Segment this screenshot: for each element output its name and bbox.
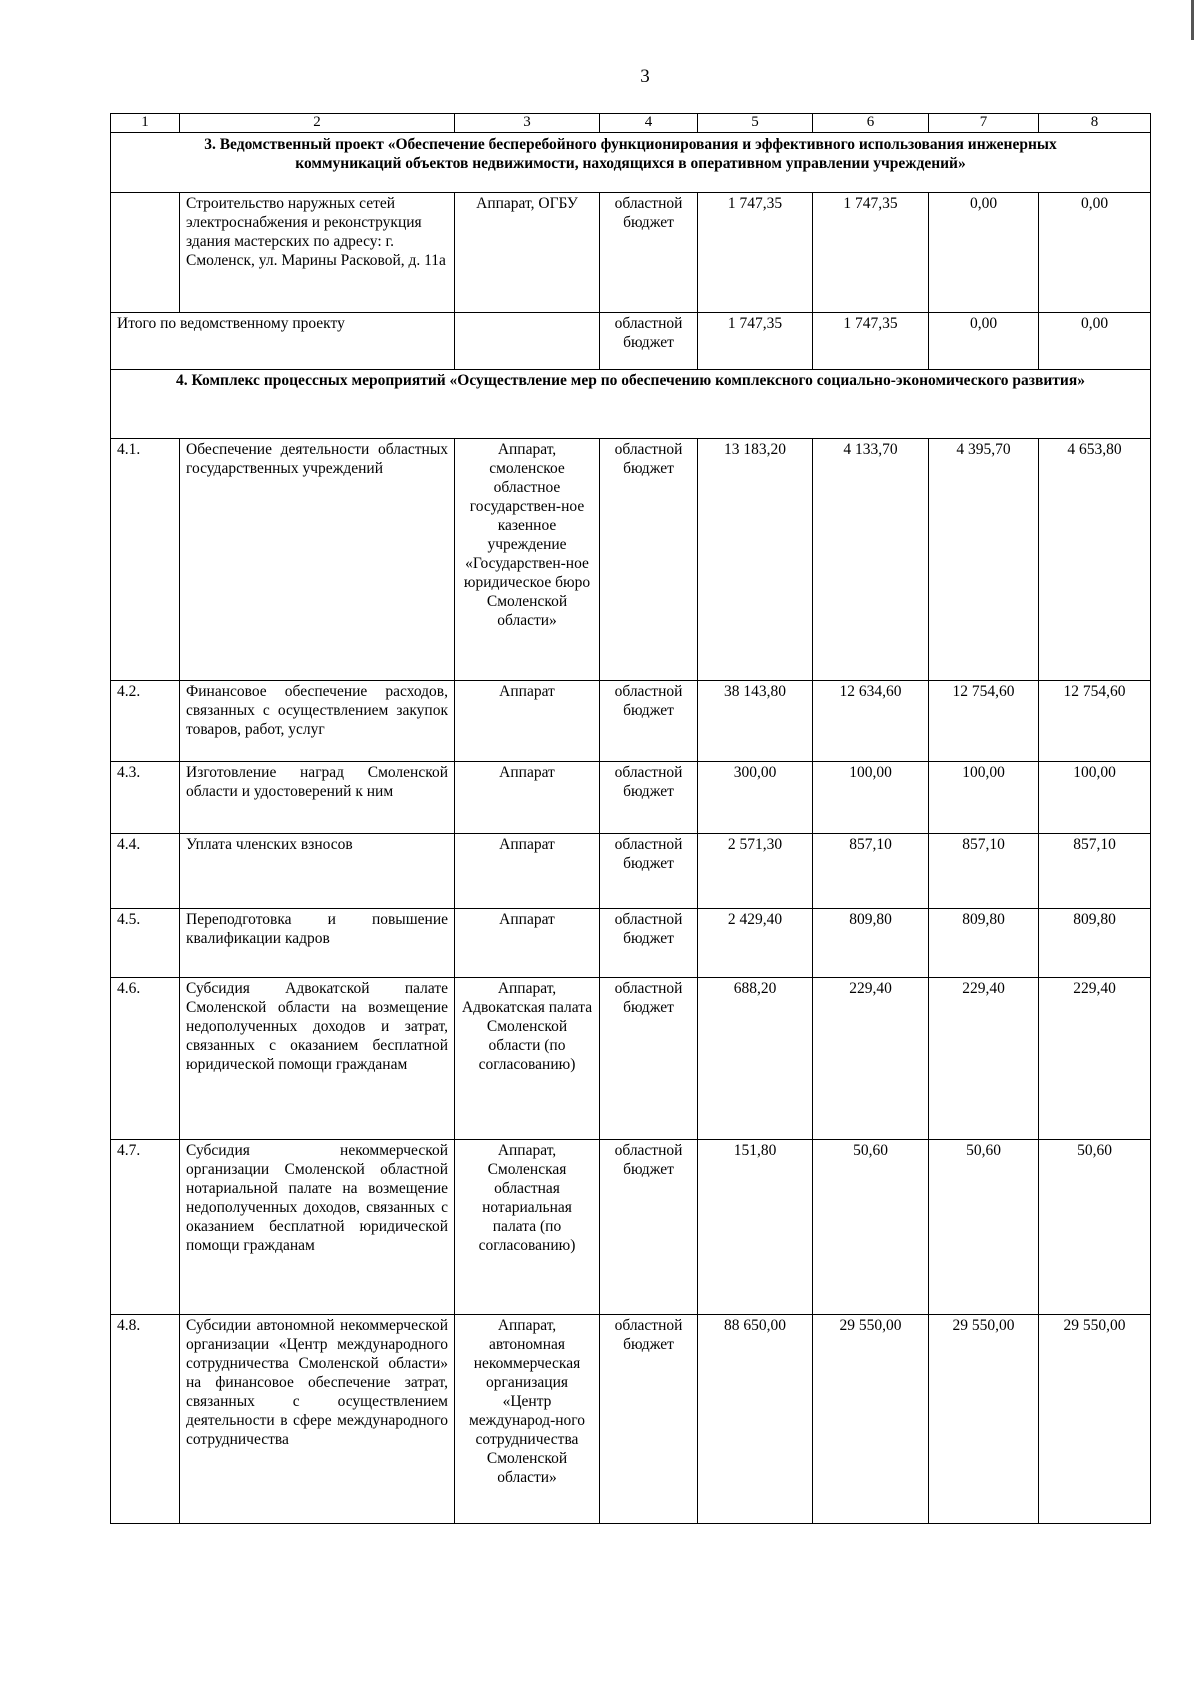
row-name: Субсидия некоммерческой организации Смоленской областной нотариальной палате на возмещение недополученных доходов, связанных с оказанием бесплатной юридической помощи гражданам [180,1140,455,1315]
row-value-col8: 809,80 [1039,909,1151,978]
row-source: областной бюджет [600,978,698,1140]
row-value-col5: 2 571,30 [698,834,813,909]
header-cell: 3 [455,114,600,133]
row-number: 4.1. [111,439,180,681]
total-value-col7: 0,00 [929,313,1039,370]
row-value-col5: 2 429,40 [698,909,813,978]
row-executor: Аппарат [455,681,600,762]
row-name: Изготовление наград Смоленской области и удостоверений к ним [180,762,455,834]
row-value-col6: 12 634,60 [813,681,929,762]
row-value-col5: 300,00 [698,762,813,834]
row-value-col7: 29 550,00 [929,1315,1039,1524]
row-value-col7: 12 754,60 [929,681,1039,762]
total-row [111,313,1151,370]
total-value-col6: 1 747,35 [813,313,929,370]
header-cell: 4 [600,114,698,133]
row-name: Субсидия Адвокатской палате Смоленской области на возмещение недополученных доходов и затрат, связанных с оказанием бесплатной юридической помощи гражданам [180,978,455,1140]
row-value-col8: 29 550,00 [1039,1315,1151,1524]
row-value-col6: 1 747,35 [813,193,929,313]
total-value-col5: 1 747,35 [698,313,813,370]
budget-table [110,113,1151,1524]
section-4-title: 4. Комплекс процессных мероприятий «Осуществление мер по обеспечению комплексного социально-экономического развития» [111,370,1151,439]
table-row [111,834,1151,909]
row-value-col8: 229,40 [1039,978,1151,1140]
table-row [111,978,1151,1140]
row-value-col7: 50,60 [929,1140,1039,1315]
row-value-col8: 100,00 [1039,762,1151,834]
header-cell: 5 [698,114,813,133]
row-name: Уплата членских взносов [180,834,455,909]
section-4-row [111,370,1151,439]
row-value-col6: 4 133,70 [813,439,929,681]
row-number [111,193,180,313]
row-value-col5: 88 650,00 [698,1315,813,1524]
row-value-col6: 50,60 [813,1140,929,1315]
header-cell: 2 [180,114,455,133]
row-number: 4.5. [111,909,180,978]
row-executor: Аппарат, Смоленская областная нотариальная палата (по согласованию) [455,1140,600,1315]
total-source: областной бюджет [600,313,698,370]
row-source: областной бюджет [600,834,698,909]
row-number: 4.2. [111,681,180,762]
row-number: 4.3. [111,762,180,834]
row-name: Финансовое обеспечение расходов, связанных с осуществлением закупок товаров, работ, услуг [180,681,455,762]
page-number: 3 [640,66,650,87]
row-value-col7: 100,00 [929,762,1039,834]
row-value-col7: 809,80 [929,909,1039,978]
row-executor: Аппарат [455,762,600,834]
row-value-col6: 809,80 [813,909,929,978]
table-row [111,1315,1151,1524]
table-row [111,439,1151,681]
table-row [111,1140,1151,1315]
row-value-col6: 100,00 [813,762,929,834]
total-value-col8: 0,00 [1039,313,1151,370]
header-cell: 8 [1039,114,1151,133]
row-value-col7: 4 395,70 [929,439,1039,681]
row-value-col6: 29 550,00 [813,1315,929,1524]
row-value-col7: 229,40 [929,978,1039,1140]
row-value-col8: 4 653,80 [1039,439,1151,681]
row-name: Обеспечение деятельности областных государственных учреждений [180,439,455,681]
row-number: 4.8. [111,1315,180,1524]
table-row [111,909,1151,978]
row-source: областной бюджет [600,193,698,313]
table-row [111,193,1151,313]
row-source: областной бюджет [600,1315,698,1524]
row-value-col6: 857,10 [813,834,929,909]
table-row [111,681,1151,762]
row-source: областной бюджет [600,439,698,681]
row-executor: Аппарат [455,834,600,909]
row-value-col6: 229,40 [813,978,929,1140]
row-name: Переподготовка и повышение квалификации кадров [180,909,455,978]
scan-edge-mark [1191,0,1194,40]
row-name: Строительство наружных сетей электроснабжения и реконструкция здания мастерских по адресу: г. Смоленск, ул. Марины Расковой, д. 11а [180,193,455,313]
row-value-col5: 38 143,80 [698,681,813,762]
row-source: областной бюджет [600,762,698,834]
row-source: областной бюджет [600,681,698,762]
row-executor: Аппарат, смоленское областное государствен-ное казенное учреждение «Государствен-ное юридическое бюро Смоленской области» [455,439,600,681]
row-source: областной бюджет [600,909,698,978]
header-cell: 1 [111,114,180,133]
header-row [111,114,1151,133]
total-executor [455,313,600,370]
row-number: 4.4. [111,834,180,909]
row-executor: Аппарат, ОГБУ [455,193,600,313]
row-value-col5: 1 747,35 [698,193,813,313]
row-value-col8: 12 754,60 [1039,681,1151,762]
row-executor: Аппарат [455,909,600,978]
row-value-col7: 857,10 [929,834,1039,909]
header-cell: 6 [813,114,929,133]
section-3-title: 3. Ведомственный проект «Обеспечение бесперебойного функционирования и эффективного использования инженерных коммуникаций объектов недвижимости, находящихся в оперативном управлении учреждений» [111,133,1151,193]
row-source: областной бюджет [600,1140,698,1315]
section-3-row [111,133,1151,193]
row-executor: Аппарат, Адвокатская палата Смоленской области (по согласованию) [455,978,600,1140]
row-number: 4.7. [111,1140,180,1315]
row-number: 4.6. [111,978,180,1140]
row-value-col5: 688,20 [698,978,813,1140]
row-value-col5: 13 183,20 [698,439,813,681]
row-name: Субсидии автономной некоммерческой организации «Центр международного сотрудничества Смоленской области» на финансовое обеспечение затрат, связанных с осуществлением деятельности в сфере международного сотрудничества [180,1315,455,1524]
section-4-rows [111,439,1151,1524]
row-value-col8: 50,60 [1039,1140,1151,1315]
table-row [111,762,1151,834]
row-executor: Аппарат, автономная некоммерческая организация «Центр международ-ного сотрудничества Смоленской области» [455,1315,600,1524]
total-label: Итого по ведомственному проекту [111,313,455,370]
row-value-col8: 857,10 [1039,834,1151,909]
row-value-col8: 0,00 [1039,193,1151,313]
row-value-col7: 0,00 [929,193,1039,313]
header-cell: 7 [929,114,1039,133]
row-value-col5: 151,80 [698,1140,813,1315]
